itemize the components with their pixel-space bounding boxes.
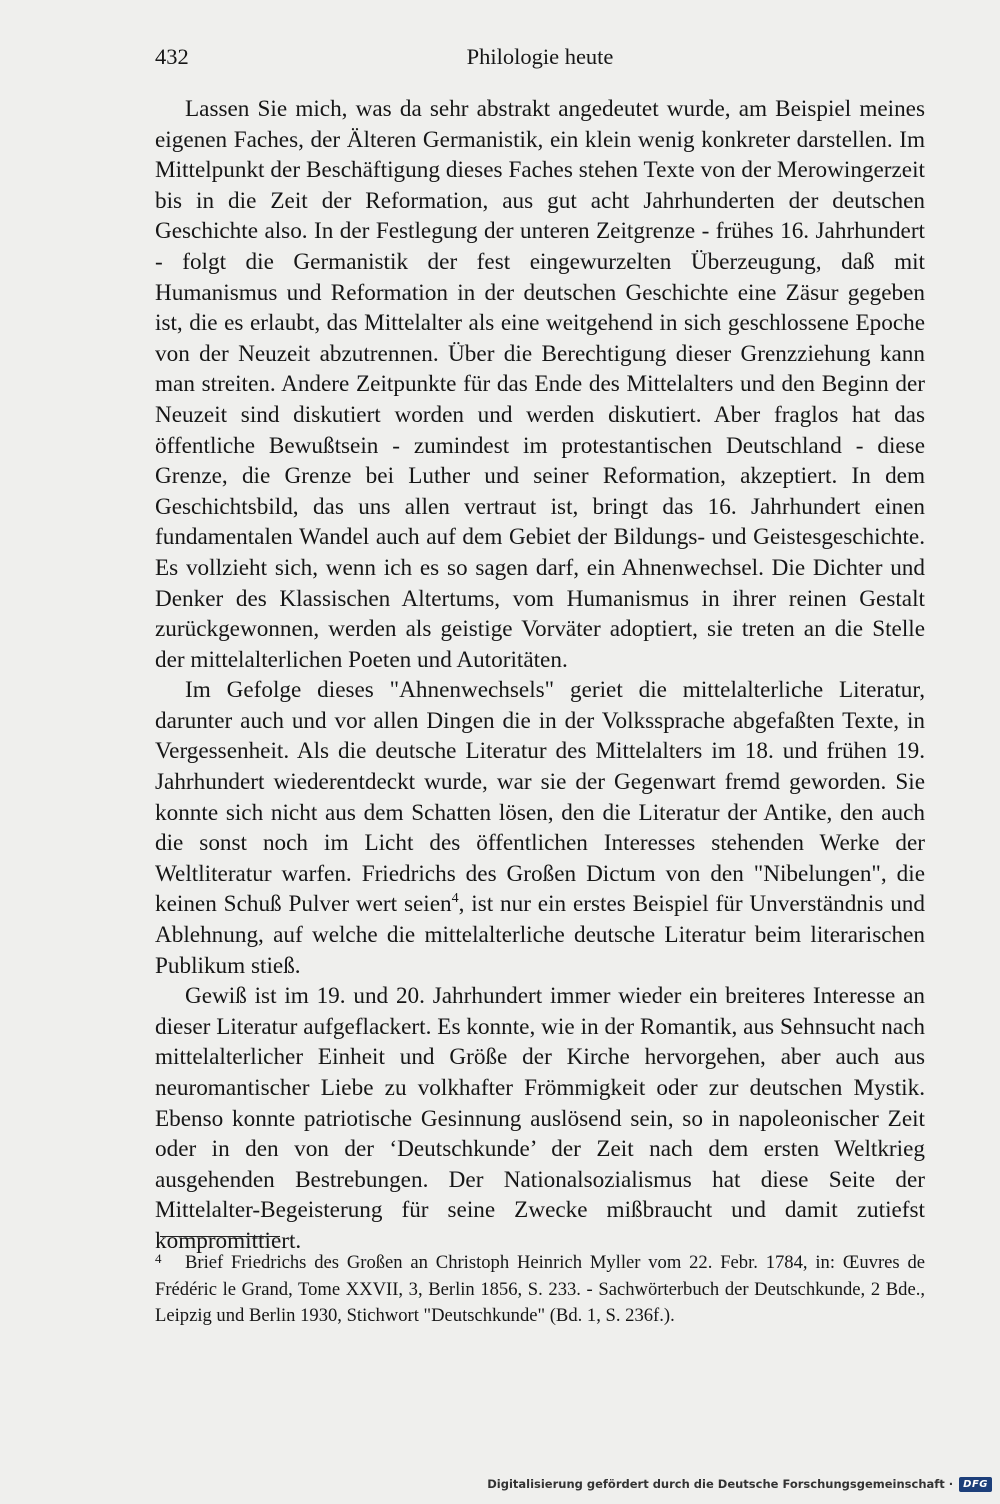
paragraph-1: Lassen Sie mich, was da sehr abstrakt angedeutet wurde, am Beispiel meines eigenen Faches, der Älteren Germanistik, ein klein wenig konkreter darstellen. Im Mittelpunkt der Beschäftigung dieses Faches stehen Texte von der Merowingerzeit bis in die Zeit der Reformation, aus gut acht Jahrhunderten der deutschen Geschichte also. In der Festlegung der unteren Zeitgrenze - frühes 16. Jahrhundert - folgt die Germanistik der fest eingewurzelten Überzeugung, daß mit Humanismus und Reformation in der deutschen Geschichte eine Zäsur gegeben ist, die es erlaubt, das Mittelalter als eine weitgehend in sich geschlossene Epoche von der Neuzeit abzutrennen. Über die Berechtigung dieser Grenzziehung kann man streiten. Andere Zeitpunkte für das Ende des Mittelalters und den Beginn der Neuzeit sind diskutiert worden und werden diskutiert. Aber fraglos hat das öffentliche Bewußtsein - zumindest im protestantischen Deutschland - diese Grenze, die Grenze bei Luther und seiner Reformation, akzeptiert. In dem Geschichtsbild, das uns allen vertraut ist, bringt das 16. Jahrhundert einen fundamentalen Wandel auch auf dem Gebiet der Bildungs- und Geistesgeschichte. Es vollzieht sich, wenn ich es so sagen darf, ein Ahnenwechsel. Die Dichter und Denker des Klassischen Altertums, vom Humanismus in ihrer reinen Gestalt zurückgewonnen, werden als geistige Vorväter adoptiert, sie treten an die Stelle der mittelalterlichen Poeten und Autoritäten.: [155, 96, 925, 673]
page-number: 432: [155, 44, 189, 69]
footnote: [155, 1250, 925, 1330]
footnote-reference[interactable]: 4: [451, 891, 459, 907]
footnote-divider: [160, 1236, 280, 1237]
paragraph-2-part-1: Im Gefolge dieses "Ahnenwechsels" geriet die mittelalterliche Literatur, darunter auch und vor allen Dingen die in der Volkssprache abgefaßten Texte, in Vergessenheit. Als die deutsche Literatur des Mittelalters im 18. und frühen 19. Jahrhundert wiederentdeckt wurde, war sie der Gegenwart fremd geworden. Sie konnte sich nicht aus dem Schatten lösen, den die Literatur der Antike, den auch die sonst noch im Licht des öffentlichen Interesses stehenden Werke der Weltliteratur warfen. Friedrichs des Großen Dictum von den "Nibelungen", die keinen Schuß Pulver wert seien: [155, 677, 925, 918]
paragraph-3: Gewiß ist im 19. und 20. Jahrhundert immer wieder ein breiteres Interesse an dieser Literatur aufgeflackert. Es konnte, wie in der Romantik, aus Sehnsucht nach mittelalterlicher Einheit und Größe der Kirche hervorgehen, aber auch aus neuromantischer Liebe zu volkhafter Frömmigkeit oder zur deutschen Mystik. Ebenso konnte patriotische Gesinnung auslösend sein, so in napoleonischer Zeit oder in den von der ‘Deutschkunde’ der Zeit nach dem ersten Weltkrieg ausgehenden Bestrebungen. Der Nationalsozialismus hat diese Seite der Mittelalter-Begeisterung für seine Zwecke mißbraucht und damit zutiefst kompromittiert.: [155, 983, 925, 1254]
footnote-text: Brief Friedrichs des Großen an Christoph Heinrich Myller vom 22. Febr. 1784, in: Œuvres de Frédéric le Grand, Tome XXVII, 3, Berlin 1856, S. 233. - Sachwörterbuch der Deutschkunde, 2 Bde., Leipzig und Berlin 1930, Stichwort "Deutschkunde" (Bd. 1, S. 236f.).: [155, 1252, 925, 1326]
funding-note-text: Digitalisierung gefördert durch die Deutsche Forschungsgemeinschaft ·: [487, 1477, 954, 1491]
dfg-logo: DFG: [959, 1477, 992, 1492]
funding-note: [487, 1474, 992, 1494]
paragraph-2: [155, 675, 925, 981]
paragraph-2-part-2: , ist nur ein erstes Beispiel für Unverständnis und Ablehnung, auf welche die mittelalterliche deutsche Literatur beim literarischen Publikum stieß.: [155, 891, 925, 979]
running-head: [155, 44, 925, 76]
footnote-marker: 4: [155, 1251, 162, 1266]
running-title: Philologie heute: [466, 44, 614, 69]
body-text: [155, 94, 925, 1257]
